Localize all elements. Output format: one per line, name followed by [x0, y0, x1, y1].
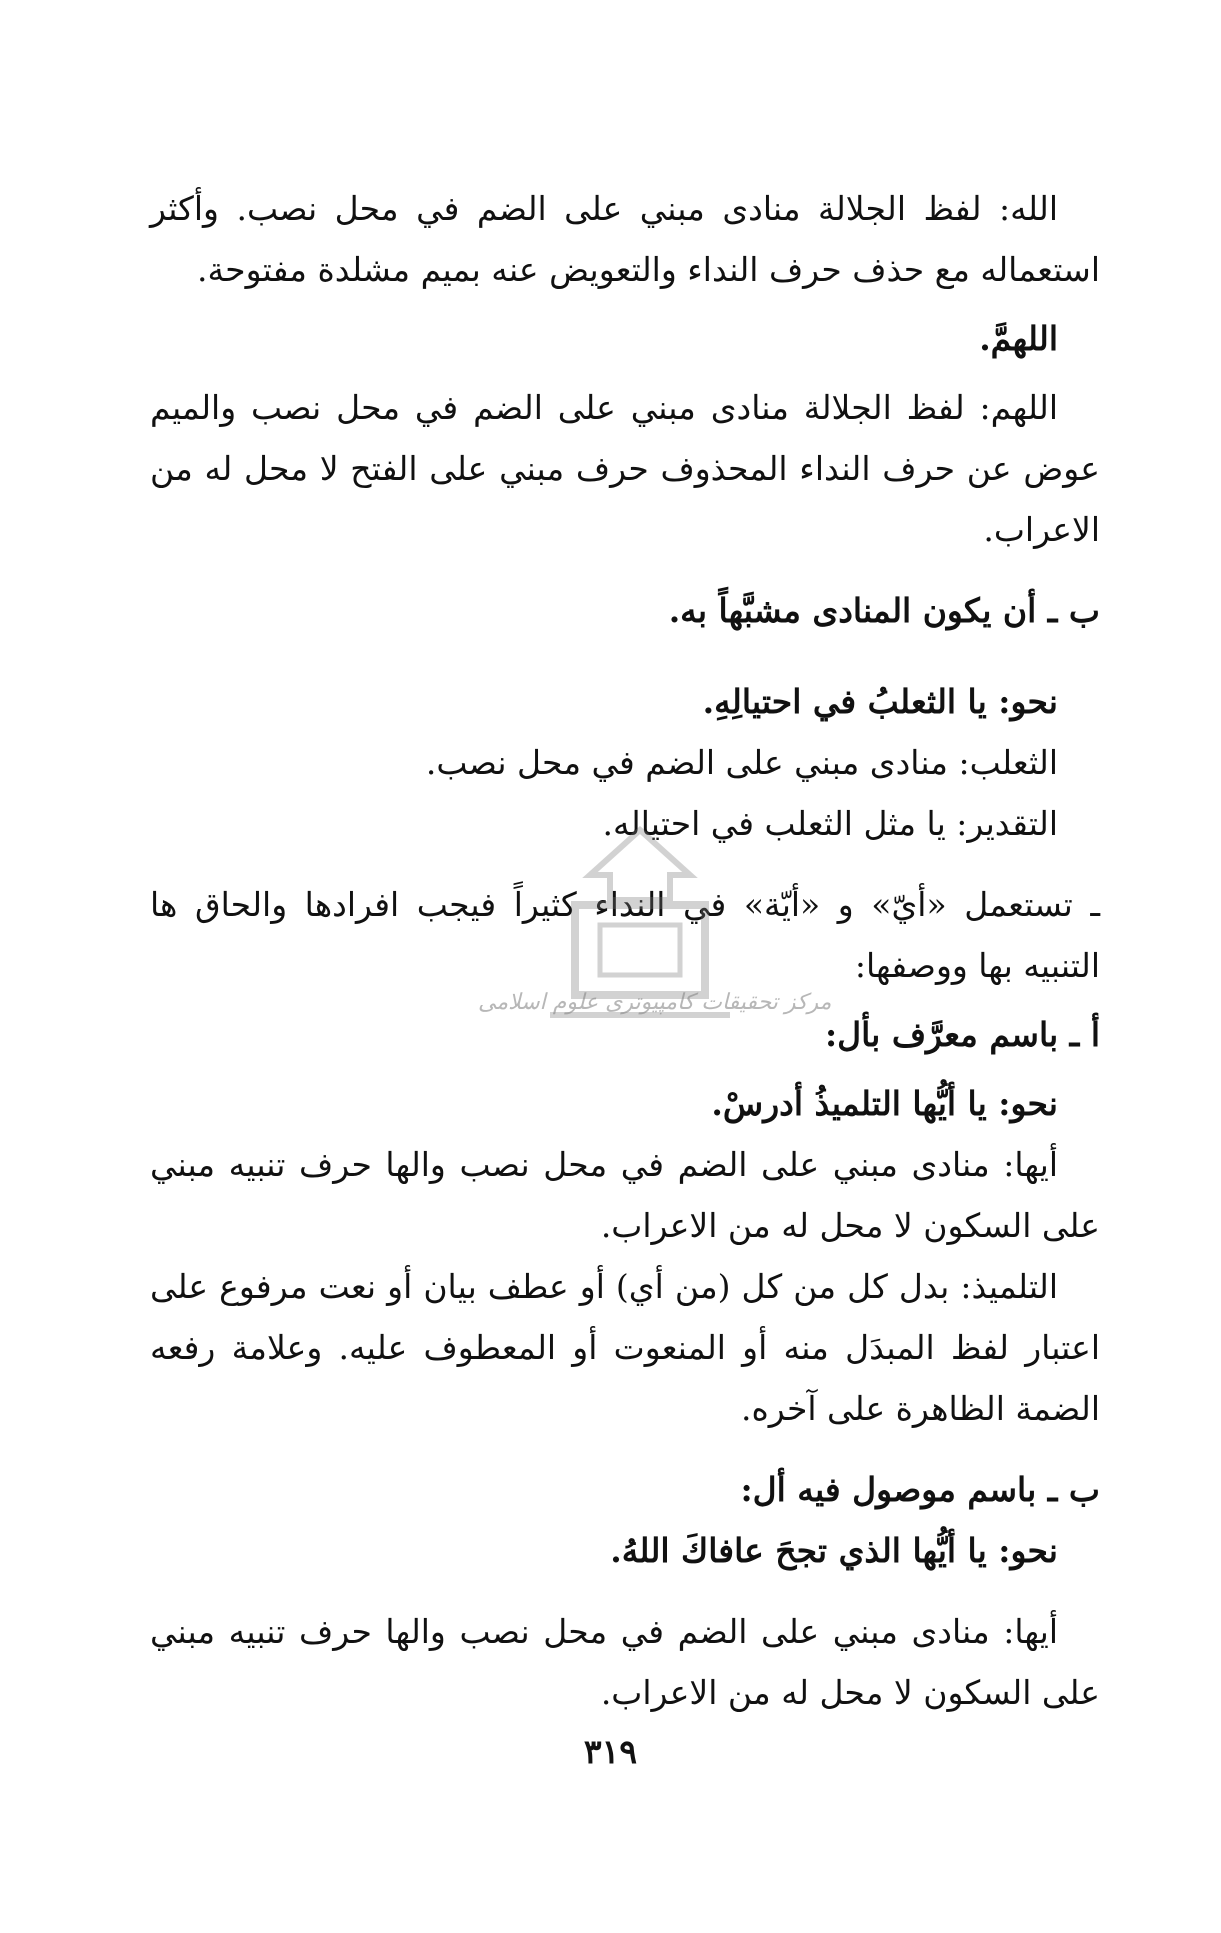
paragraph-allah: الله: لفظ الجلالة منادى مبني على الضم في محل نصب. وأكثر استعماله مع حذف حرف النداء والتعويض عنه بميم مشلدة مفتوحة. [150, 189, 1100, 289]
example-alladhi: نحو: يا أيُّها الذي تجحَ عافاكَ اللهُ. [610, 1531, 1058, 1570]
page-number: ٣١٩ [583, 1732, 638, 1771]
heading-allahumma: اللهمَّ. [979, 319, 1058, 358]
example-tilmidh: نحو: يا أيُّها التلميذُ أدرسْ. [711, 1084, 1058, 1123]
paragraph-ayyuha-1: أيها: منادى مبني على الضم في محل نصب والها حرف تنبيه مبني على السكون لا محل له من الاعراب. [150, 1145, 1100, 1245]
section-heading-b: ب ـ أن يكون المنادى مشبَّهاً به. [668, 591, 1100, 630]
paragraph-tilmidh: التلميذ: بدل كل من كل (من أي) أو عطف بيان أو نعت مرفوع على اعتبار لفظ المبدَل منه أو المنعوت أو المعطوف عليه. وعلامة رفعه الضمة الظاهرة على آخره. [150, 1267, 1100, 1428]
subheading-ba: ب ـ باسم موصول فيه أل: [740, 1470, 1100, 1509]
paragraph-ayyuha-2: أيها: منادى مبني على الضم في محل نصب والها حرف تنبيه مبني على السكون لا محل له من الاعراب. [150, 1612, 1100, 1712]
example-tha3lab: نحو: يا الثعلبُ في احتيالِهِ. [702, 682, 1058, 721]
paragraph-taqdir: التقدير: يا مثل الثعلب في احتياله. [602, 804, 1058, 843]
paragraph-ayy-usage: ـ تستعمل «أيّ» و «أيّة» في النداء كثيراً فيجب افرادها والحاق ها التنبيه بها ووصفها: [150, 885, 1100, 985]
watermark-text: مرکز تحقیقات کامپیوتری علوم اسلامی [478, 990, 832, 1015]
subheading-alif: أ ـ باسم معرَّف بأل: [824, 1015, 1100, 1054]
paragraph-allahumma: اللهم: لفظ الجلالة منادى مبني على الضم في محل نصب والميم عوض عن حرف النداء المحذوف حرف مبني على الفتح لا محل له من الاعراب. [150, 388, 1100, 549]
paragraph-tha3lab: الثعلب: منادى مبني على الضم في محل نصب. [425, 743, 1058, 782]
